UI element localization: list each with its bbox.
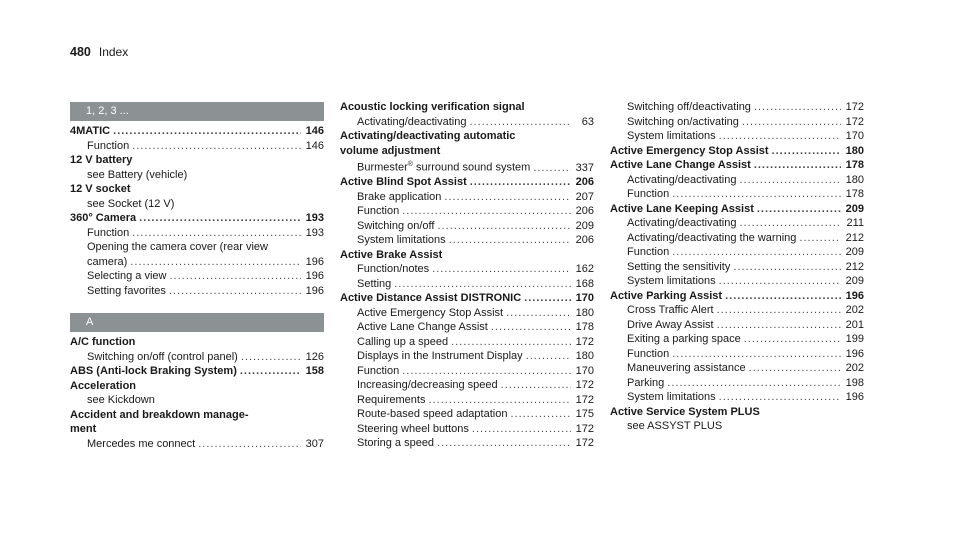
index-subentry [340,233,594,248]
index-subentry [70,393,324,408]
page-reference: 175 [575,408,594,421]
index-entry [70,408,324,423]
dot-leader [394,277,571,292]
dot-leader [444,190,571,205]
page-reference: 199 [845,333,864,345]
dot-leader [749,361,841,376]
page-reference: 178 [845,159,864,171]
dot-leader [469,115,571,130]
entry-label: Switching on/activating [627,115,739,128]
entry-label: Active Emergency Stop Assist [610,144,769,157]
dot-leader [449,233,571,248]
page-reference: 172 [845,115,864,128]
dot-leader [757,202,841,217]
entry-label: Active Parking Assist [610,289,723,302]
index-subentry [340,393,594,408]
index-subentry [70,240,324,255]
entry-label: System limitations [357,234,446,247]
index-subentry [340,262,594,277]
entry-label: Activating/deactivating [627,217,737,229]
page-title: Index [98,45,129,59]
index-entry [610,158,864,173]
index-entry [340,175,594,190]
entry-label: Exiting a parking space [627,333,741,345]
index-entry [70,153,324,168]
page-reference: 209 [575,219,594,232]
page-reference: 126 [305,350,324,363]
index-subentry [610,274,864,289]
dot-leader [130,255,301,270]
index-subentry [610,303,864,318]
index-entry [70,335,324,350]
page-reference: 201 [845,318,864,331]
index-subentry [610,419,864,434]
entry-label: Active Brake Assist [340,248,443,261]
index-column-2 [340,100,594,451]
entry-label: 4MATIC [70,125,111,137]
index-entry [70,379,324,394]
section-header: 1, 2, 3 ... [70,102,324,121]
dot-leader [739,216,841,231]
index-entry [340,100,594,115]
dot-leader [241,350,301,365]
index-entry [70,211,324,226]
dot-leader [754,100,841,115]
page-reference: 170 [575,364,594,377]
dot-leader [717,303,841,318]
page-reference: 180 [575,306,594,319]
entry-label: A/C function [70,336,136,348]
dot-leader [428,393,571,408]
entry-label-part: surround sound system [412,161,531,174]
dot-leader [772,144,841,159]
index-subentry [70,284,324,299]
index-subentry [340,407,594,422]
index-subentry [610,100,864,115]
entry-label: Cross Traffic Alert [627,304,714,316]
dot-leader [402,204,571,219]
index-entry [610,144,864,159]
page-reference: 337 [575,161,594,174]
dot-leader [437,219,571,234]
page-reference: 172 [575,335,594,348]
section-header: A [70,313,324,332]
entry-label: Activating/deactivating the warning [627,231,797,244]
entry-label: Acoustic locking verification signal [340,101,525,113]
index-subentry [610,115,864,130]
entry-label: camera) [87,255,128,268]
dot-leader [132,139,301,154]
entry-label: Active Service System PLUS [610,405,760,418]
entry-label: Function [87,226,130,239]
page-reference: 172 [575,379,594,392]
entry-label: Increasing/decreasing speed [357,379,498,392]
index-subentry [610,187,864,202]
index-subentry [340,320,594,335]
index-subentry [70,269,324,284]
index-subentry [70,139,324,154]
index-entry [610,289,864,304]
entry-label: Activating/deactivating [627,173,737,186]
entry-label: Selecting a view [87,270,167,282]
page-reference: 196 [305,270,324,282]
dot-leader [451,335,571,350]
page-reference: 198 [845,376,864,389]
page-header [70,45,128,59]
index-subentry [340,335,594,350]
index-subentry [340,349,594,364]
page-reference: 63 [581,115,594,128]
page-reference: 170 [575,292,594,305]
dot-leader [719,274,841,289]
index-subentry [610,245,864,260]
entry-label: Active Lane Change Assist [357,321,488,334]
entry-label: Route-based speed adaptation [357,408,508,421]
entry-label: System limitations [627,391,716,403]
dot-leader [524,291,571,306]
entry-label: Calling up a speed [357,335,449,348]
dot-leader [725,289,841,304]
page-reference: 202 [845,304,864,316]
page-reference: 307 [305,437,324,450]
entry-label: Active Blind Spot Assist [340,176,467,189]
entry-label: 12 V socket [70,183,131,195]
entry-label: Active Lane Change Assist [610,159,751,171]
index-subentry [340,378,594,393]
dot-leader [501,378,571,393]
page-reference: 206 [575,234,594,247]
index-entry [70,422,324,437]
entry-label: Setting the sensitivity [627,260,731,273]
entry-label: Opening the camera cover (rear view [87,241,268,253]
dot-leader [510,407,571,422]
dot-leader [491,320,571,335]
dot-leader [170,269,302,284]
page-reference: 146 [305,139,324,152]
index-subentry [610,231,864,246]
page-reference: 180 [845,144,864,157]
dot-leader [432,262,571,277]
index-subentry [70,197,324,212]
dot-leader [240,364,301,379]
index-column-1 [70,100,324,451]
page-reference: 172 [575,393,594,406]
index-subentry [610,376,864,391]
dot-leader [744,332,841,347]
entry-label: Setting [357,277,392,290]
dot-leader [526,349,571,364]
page-reference: 172 [845,101,864,113]
index-entry [340,291,594,306]
index-entry [340,129,594,144]
page-reference: 196 [305,255,324,268]
page-reference: 180 [845,173,864,186]
page-reference: 178 [845,188,864,200]
page-reference: 172 [575,437,594,450]
page-reference: 196 [845,391,864,403]
dot-leader [672,347,841,362]
dot-leader [470,175,571,190]
dot-leader [533,161,571,176]
index-subentry [340,306,594,321]
index-subentry [340,158,594,175]
entry-label: Switching on/off [357,219,435,232]
index-subentry [70,168,324,183]
entry-label: see Kickdown [87,394,155,406]
index-subentry [610,216,864,231]
index-subentry [340,364,594,379]
index-subentry [340,436,594,451]
page-reference: 162 [575,263,594,276]
dot-leader [799,231,841,246]
page-reference: 206 [575,176,594,189]
dot-leader [667,376,841,391]
page-reference: 207 [575,190,594,203]
entry-label: Function [627,246,670,258]
page-reference: 202 [845,362,864,374]
index-entry [610,405,864,420]
entry-label: Active Emergency Stop Assist [357,306,504,319]
entry-label: Active Distance Assist DISTRONIC [340,292,522,305]
page-reference: 158 [305,365,324,377]
dot-leader [742,115,841,130]
page-reference: 172 [575,422,594,435]
entry-label: Mercedes me connect [87,437,196,450]
page-reference: 193 [305,212,324,224]
page-reference: 178 [575,321,594,334]
entry-label: Active Lane Keeping Assist [610,202,754,215]
dot-leader [739,173,841,188]
index-entry [340,248,594,263]
page-reference: 170 [845,130,864,142]
index-subentry [340,277,594,292]
page-reference: 168 [575,277,594,290]
entry-label: Maneuvering assistance [627,362,746,374]
page-number: 480 [70,45,91,59]
entry-label: Function [627,347,670,360]
index-subentry [340,219,594,234]
page-reference: 209 [845,202,864,215]
dot-leader [719,129,841,144]
entry-label: Storing a speed [357,437,435,450]
index-subentry [610,318,864,333]
index-subentry [340,204,594,219]
entry-label: Steering wheel buttons [357,422,469,435]
index-column-3 [610,100,864,434]
entry-label: Parking [627,376,665,389]
dot-leader [113,124,301,139]
dot-leader [717,318,841,333]
dot-leader [672,245,841,260]
dot-leader [733,260,841,275]
entry-label: Function [357,364,400,377]
entry-label: Function [357,205,400,218]
dot-leader [132,226,301,241]
index-entry [70,182,324,197]
index-subentry [610,390,864,405]
entry-label: System limitations [627,275,716,287]
index-subentry [70,350,324,365]
entry-label: System limitations [627,130,716,142]
entry-label: Displays in the Instrument Display [357,350,523,363]
entry-label: Switching on/off (control panel) [87,350,238,363]
entry-label: see ASSYST PLUS [627,420,723,432]
page-reference: 146 [305,125,324,137]
dot-leader [169,284,301,299]
entry-label: Function [627,188,670,200]
entry-label: Brake application [357,190,442,203]
page-reference: 206 [575,205,594,218]
index-entry [340,144,594,159]
index-subentry [610,347,864,362]
index-entry [70,364,324,379]
entry-label: volume adjustment [340,144,441,157]
dot-leader [754,158,841,173]
index-subentry [70,255,324,270]
entry-label-part: Burmester [357,161,408,174]
dot-leader [719,390,841,405]
entry-label: Accident and breakdown manage- [70,408,249,421]
index-entry [610,202,864,217]
page-reference: 212 [845,231,864,244]
entry-label: Function/notes [357,263,430,276]
entry-label: Activating/deactivating automatic [340,130,516,142]
index-subentry [610,173,864,188]
index-subentry [610,332,864,347]
index-subentry [70,437,324,452]
section-gap [70,298,324,311]
entry-label: ABS (Anti-lock Braking System) [70,365,237,377]
index-subentry [340,115,594,130]
page-reference: 209 [845,246,864,258]
entry-label: 12 V battery [70,154,133,166]
entry-label: Function [87,139,130,152]
entry-label: Switching off/deactivating [627,101,751,113]
entry-label: Acceleration [70,379,137,392]
page-reference: 209 [845,275,864,287]
dot-leader [437,436,571,451]
index-subentry [340,422,594,437]
index-subentry [610,129,864,144]
index-subentry [610,260,864,275]
dot-leader [506,306,571,321]
dot-leader [672,187,841,202]
dot-leader [402,364,571,379]
entry-label: see Socket (12 V) [87,197,175,210]
page-reference: 196 [305,284,324,297]
page-reference: 180 [575,350,594,363]
entry-label: Setting favorites [87,284,166,297]
dot-leader [198,437,301,452]
entry-label: see Battery (vehicle) [87,168,188,181]
dot-leader [139,211,301,226]
page-reference: 196 [845,347,864,360]
page-reference: 211 [846,217,864,229]
registered-mark: ® [407,161,413,168]
dot-leader [472,422,571,437]
entry-label: Drive Away Assist [627,318,714,331]
index-subentry [340,190,594,205]
entry-label: 360° Camera [70,212,137,224]
page-reference: 193 [305,226,324,239]
entry-label: Requirements [357,393,426,406]
index-subentry [70,226,324,241]
index-entry [70,124,324,139]
page-reference: 196 [845,289,864,302]
page-reference: 212 [845,260,864,273]
entry-label [357,158,530,175]
index-subentry [610,361,864,376]
entry-label: ment [70,423,97,435]
entry-label: Activating/deactivating [357,115,467,128]
